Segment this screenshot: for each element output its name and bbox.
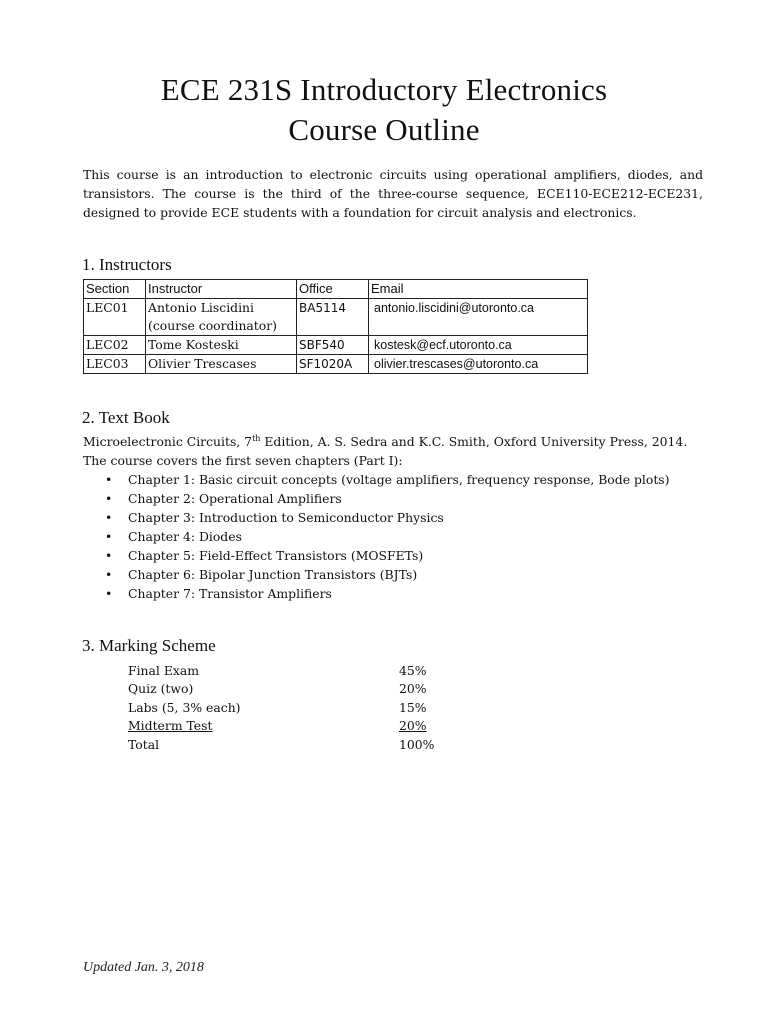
section-cell: LEC02 [84,336,146,355]
email-cell: antonio.liscidini@utoronto.ca [369,299,588,336]
textbook-reference [83,432,687,470]
marking-weight: 15% [399,699,427,715]
list-item [83,565,670,584]
citation-text: Microelectronic Circuits, 7 [83,434,253,449]
document-subtitle: Course Outline [288,112,480,147]
bullet-icon: • [105,472,113,487]
marking-row [128,699,448,717]
table-row [84,336,588,355]
marking-weight: 20% [399,718,427,734]
chapter-list [83,470,670,603]
course-description [83,165,703,222]
office-cell: BA5114 [297,299,369,336]
list-item [83,508,670,527]
marking-label: Labs (5, 3% each) [128,699,241,715]
marking-weight: 20% [399,681,427,697]
chapter-text: Chapter 7: Transistor Amplifiers [128,586,332,601]
table-row [84,299,588,336]
table-header-row [84,280,588,299]
marking-label: Final Exam [128,663,199,678]
edition-superscript: th [252,434,261,443]
instructor-name: Antonio Liscidini [148,300,254,315]
column-header-office: Office [297,280,369,299]
chapter-text: Chapter 1: Basic circuit concepts (voltage amplifiers, frequency response, Bode plots) [128,472,670,487]
email-cell: olivier.trescases@utoronto.ca [369,355,588,374]
marking-scheme-heading: 3. Marking Scheme [82,636,216,655]
marking-label: Midterm Test [128,718,213,734]
bullet-icon: • [105,586,113,601]
chapter-text: Chapter 6: Bipolar Junction Transistors (BJTs) [128,567,418,582]
marking-row [128,662,448,680]
table-row [84,355,588,374]
list-item [83,489,670,508]
marking-label: Quiz (two) [128,681,194,697]
chapter-text: Chapter 5: Field-Effect Transistors (MOSFETs) [128,548,424,563]
bullet-icon: • [105,548,113,563]
citation-text: Edition, A. S. Sedra and K.C. Smith, Oxford University Press, 2014. [260,434,688,449]
instructor-cell [146,336,297,355]
instructor-name: Olivier Trescases [148,356,257,371]
marking-row [128,717,448,735]
bullet-icon: • [105,510,113,525]
column-header-email: Email [369,280,588,299]
bullet-icon: • [105,491,113,506]
description-line: This course is an introduction to electronic circuits using operational amplifiers, diodes, and [83,167,703,182]
chapter-text: Chapter 3: Introduction to Semiconductor Physics [128,510,444,525]
section-cell: LEC01 [84,299,146,336]
bullet-icon: • [105,529,113,544]
instructor-cell [146,355,297,374]
instructor-name: Tome Kosteski [148,337,239,352]
marking-weight: 100% [399,736,435,752]
marking-row-total [128,736,448,754]
column-header-section: Section [84,280,146,299]
instructors-heading: 1. Instructors [82,255,172,274]
textbook-coverage: The course covers the first seven chapters (Part I): [83,453,403,468]
marking-weight: 45% [399,663,427,678]
email-cell: kostesk@ecf.utoronto.ca [369,336,588,355]
marking-scheme-table [128,662,448,754]
chapter-text: Chapter 4: Diodes [128,529,242,544]
section-cell: LEC03 [84,355,146,374]
description-line: transistors. The course is the third of the three-course sequence, ECE110-ECE212-ECE231, [83,186,703,201]
list-item [83,470,670,489]
instructor-cell [146,299,297,336]
list-item [83,584,670,603]
description-line: designed to provide ECE students with a foundation for circuit analysis and electronics. [83,205,637,220]
textbook-heading: 2. Text Book [82,408,170,427]
list-item [83,527,670,546]
document-title: ECE 231S Introductory Electronics [160,72,608,107]
marking-row [128,680,448,698]
textbook-citation [83,432,687,451]
updated-date: Updated Jan. 3, 2018 [83,960,204,975]
column-header-instructor: Instructor [146,280,297,299]
instructors-table [83,279,588,374]
office-cell: SF1020A [297,355,369,374]
instructor-role-note: (course coordinator) [148,318,278,333]
bullet-icon: • [105,567,113,582]
chapter-text: Chapter 2: Operational Amplifiers [128,491,342,506]
marking-label: Total [128,736,160,752]
office-cell: SBF540 [297,336,369,355]
list-item [83,546,670,565]
